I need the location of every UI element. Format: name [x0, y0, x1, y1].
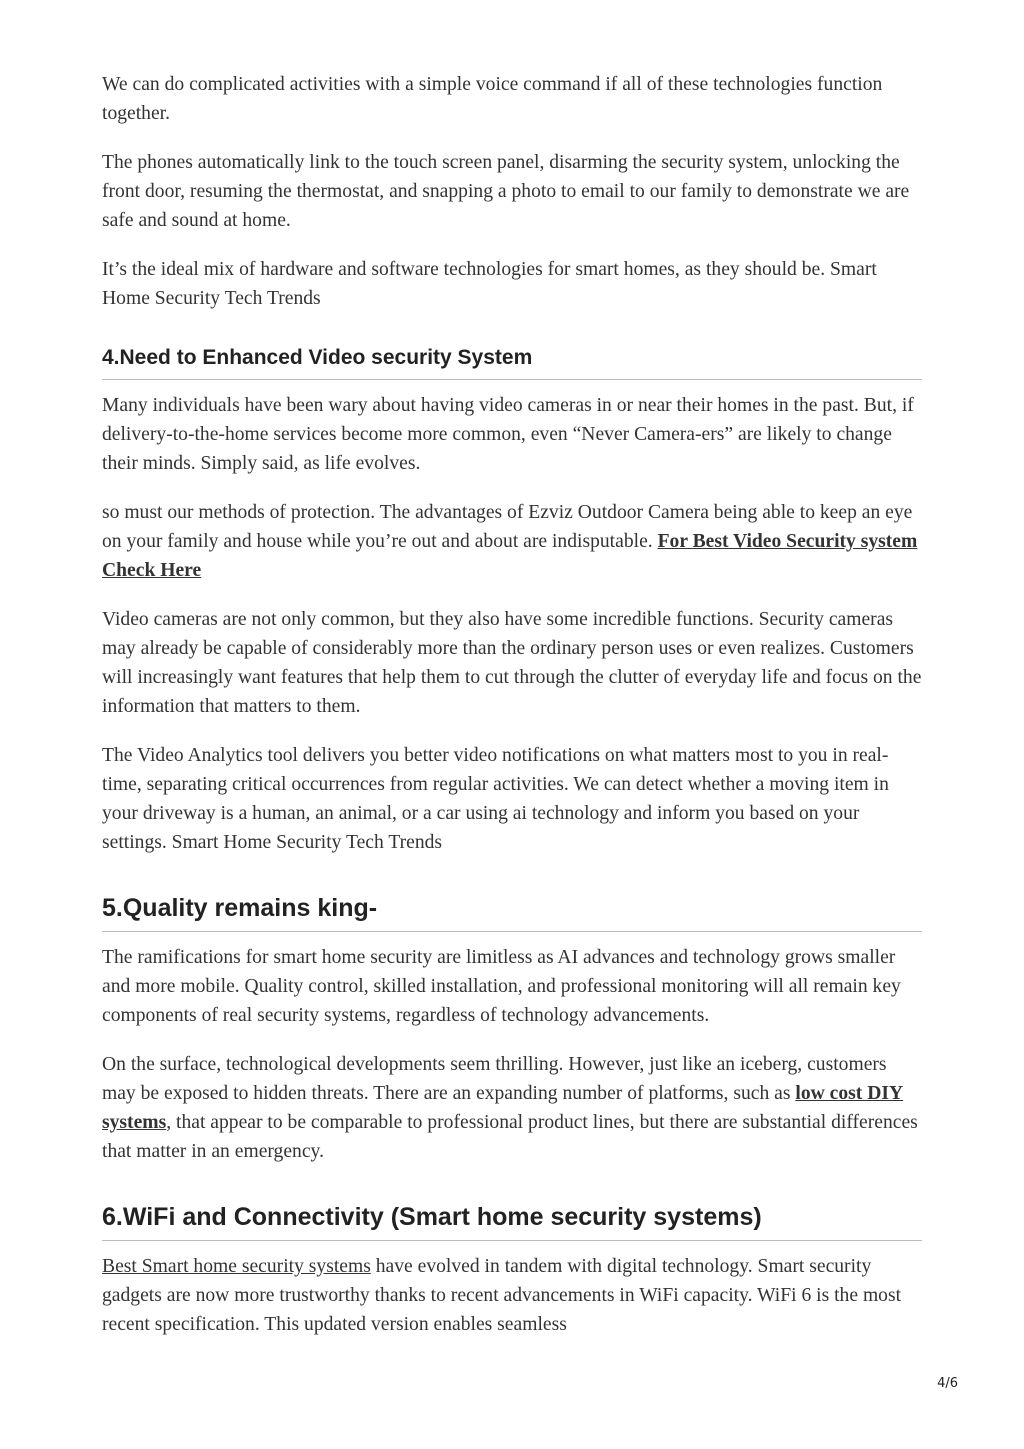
paragraph: Many individuals have been wary about having video cameras in or near their homes in the past. But, if delivery-to-the-home services become more common, even “Never Camera-ers” are likely to change their minds. Simply said, as life evolves.: [102, 395, 914, 474]
section-heading-video-security: 4.Need to Enhanced Video security System: [102, 345, 922, 380]
paragraph: The Video Analytics tool delivers you better video notifications on what matters most to you in real-time, separating critical occurrences from regular activities. We can detect whether a moving item in your driveway is a human, an animal, or a car using ai technology and inform you based on your settings. Smart Home Security Tech Trends: [102, 745, 889, 853]
paragraph: It’s the ideal mix of hardware and software technologies for smart homes, as they should be. Smart Home Security Tech Trends: [102, 259, 877, 309]
page-number: 4/6: [937, 1376, 958, 1391]
low-cost-diy-link[interactable]: low cost DIY systems: [102, 1083, 904, 1133]
best-smart-home-security-link[interactable]: Best Smart home security systems: [102, 1256, 371, 1277]
paragraph: [102, 498, 922, 585]
paragraph-text: , that appear to be comparable to professional product lines, but there are substantial differences that matter in an emergency.: [102, 1112, 918, 1162]
section-heading-wifi: 6.WiFi and Connectivity (Smart home security systems): [102, 1202, 922, 1241]
best-video-security-link[interactable]: For Best Video Security system Check Here: [102, 531, 918, 581]
paragraph: [102, 1050, 922, 1166]
article-body: [102, 70, 922, 1359]
section-heading-quality: 5.Quality remains king-: [102, 893, 922, 932]
paragraph-text: On the surface, technological developments seem thrilling. However, just like an iceberg, customers may be exposed to hidden threats. There are an expanding number of platforms, such as: [102, 1054, 887, 1104]
paragraph-text: have evolved in tandem with digital technology. Smart security gadgets are now more trustworthy thanks to recent advancements in WiFi capacity. WiFi 6 is the most recent specification. This updated version enables seamless: [102, 1256, 902, 1335]
paragraph: [102, 1252, 922, 1339]
paragraph: We can do complicated activities with a simple voice command if all of these technologies function together.: [102, 74, 883, 124]
paragraph: Video cameras are not only common, but they also have some incredible functions. Security cameras may already be capable of considerably more than the ordinary person uses or even realizes. Customers will increasingly want features that help them to cut through the clutter of everyday life and focus on the information that matters to them.: [102, 609, 922, 717]
paragraph: The phones automatically link to the touch screen panel, disarming the security system, unlocking the front door, resuming the thermostat, and snapping a photo to email to our family to demonstrate we are safe and sound at home.: [102, 152, 910, 231]
paragraph-text: so must our methods of protection. The advantages of Ezviz Outdoor Camera being able to keep an eye on your family and house while you’re out and about are indisputable.: [102, 502, 913, 552]
paragraph: The ramifications for smart home security are limitless as AI advances and technology grows smaller and more mobile. Quality control, skilled installation, and professional monitoring will all remain key components of real security systems, regardless of technology advancements.: [102, 947, 901, 1026]
